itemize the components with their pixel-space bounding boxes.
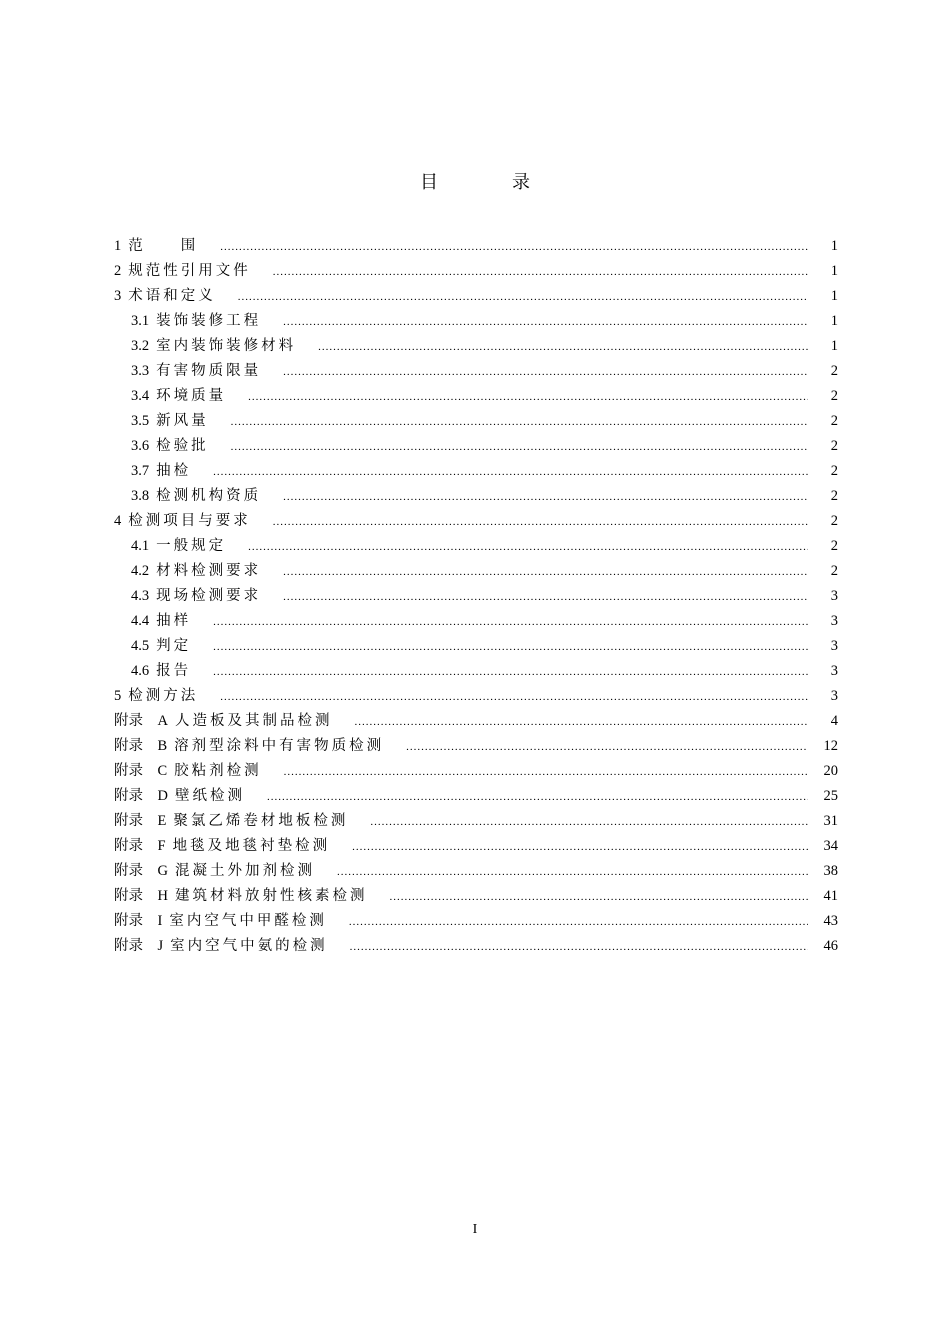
toc-entry-number: 附录 J [114,938,164,954]
toc-entry-page: 2 [830,388,838,404]
toc-entry-number: 附录 D [114,788,168,804]
toc-entry[interactable] [114,684,838,709]
toc-leader-dots [284,766,808,778]
toc-entry-title: 混凝土外加剂检测 [174,863,315,879]
toc-entry-number: 附录 E [114,813,167,829]
toc-entry-title: 壁纸检测 [174,788,245,804]
toc-leader-dots [213,466,808,478]
toc-leader-dots [354,716,808,728]
toc-entry-title: 术语和定义 [128,288,216,304]
toc-entry-page: 46 [823,938,838,954]
toc-leader-dots [273,266,808,278]
toc-entry-number: 3.8 [131,488,150,504]
toc-entry-number: 4.4 [131,613,150,629]
toc-entry-number: 4.1 [131,538,150,554]
toc-entry-page: 3 [830,638,838,654]
toc-leader-dots [318,341,808,353]
toc-entry-page: 4 [830,713,838,729]
toc-leader-dots [370,816,808,828]
toc-entry-page: 2 [830,413,838,429]
toc-entry[interactable] [114,584,838,609]
toc-leader-dots [349,916,808,928]
toc-entry[interactable] [114,559,838,584]
toc-leader-dots [283,366,808,378]
toc-entry[interactable] [114,234,838,259]
toc-leader-dots [352,841,808,853]
toc-entry-title: 聚氯乙烯卷材地板检测 [173,813,349,829]
toc-leader-dots [248,391,808,403]
toc-entry-number: 3.4 [131,388,150,404]
toc-entry-number: 4.3 [131,588,150,604]
toc-leader-dots [248,541,808,553]
toc-entry[interactable] [114,634,838,659]
toc-entry[interactable] [114,434,838,459]
toc-entry-title: 胶粘剂检测 [174,763,262,779]
toc-entry[interactable] [114,734,838,759]
toc-entry[interactable] [114,609,838,634]
toc-entry-title: 溶剂型涂料中有害物质检测 [174,738,385,754]
toc-entry-page: 25 [823,788,838,804]
toc-entry-page: 2 [830,463,838,479]
toc-entry-page: 2 [830,488,838,504]
toc-leader-dots [238,291,808,303]
toc-entry[interactable] [114,534,838,559]
toc-entry-page: 43 [823,913,838,929]
toc-entry-page: 3 [830,613,838,629]
toc-entry-title: 检验批 [156,438,209,454]
toc-entry-title: 检测方法 [128,688,199,704]
toc-entry-title: 室内空气中甲醛检测 [169,913,327,929]
toc-entry-number: 附录 B [114,738,168,754]
toc-leader-dots [213,666,808,678]
toc-entry-page: 3 [830,688,838,704]
toc-leader-dots [220,691,808,703]
toc-entry-title: 判定 [156,638,192,654]
toc-entry-page: 1 [830,313,838,329]
toc-entry[interactable] [114,809,838,834]
toc-entry-page: 1 [830,288,838,304]
toc-entry[interactable] [114,659,838,684]
toc-entry[interactable] [114,509,838,534]
toc-entry-title: 规范性引用文件 [128,263,251,279]
toc-leader-dots [231,416,808,428]
toc-entry-number: 4.6 [131,663,150,679]
toc-entry-title: 一般规定 [156,538,227,554]
toc-entry-title: 报告 [156,663,192,679]
page-number-footer: I [472,1222,478,1237]
toc-entry-number: 3.6 [131,438,150,454]
toc-entry-page: 1 [830,238,838,254]
toc-entry-page: 2 [830,363,838,379]
toc-entry[interactable] [114,309,838,334]
toc-entry-page: 1 [830,263,838,279]
toc-entry-number: 3.1 [131,313,150,329]
page-title: 目 录 [420,172,558,192]
toc-leader-dots [213,641,808,653]
toc-entry[interactable] [114,884,838,909]
toc-leader-dots [283,491,808,503]
toc-leader-dots [231,441,808,453]
toc-entry-title: 有害物质限量 [156,363,262,379]
toc-leader-dots [389,891,808,903]
toc-entry-number: 1 [114,238,122,254]
toc-entry-number: 3.3 [131,363,150,379]
toc-entry-title: 检测项目与要求 [128,513,251,529]
toc-entry[interactable] [114,284,838,309]
toc-entry[interactable] [114,334,838,359]
toc-entry-number: 附录 G [114,863,168,879]
toc-entry-number: 3 [114,288,122,304]
toc-entry-number: 3.2 [131,338,150,354]
toc-entry-number: 附录 C [114,763,168,779]
toc-entry-number: 附录 I [114,913,163,929]
toc-entry-title: 室内装饰装修材料 [156,338,297,354]
toc-entry[interactable] [114,359,838,384]
toc-entry-page: 34 [823,838,838,854]
toc-leader-dots [273,516,808,528]
toc-entry-number: 附录 F [114,838,166,854]
toc-leader-dots [337,866,808,878]
toc-entry-title: 人造板及其制品检测 [174,713,333,729]
toc-entry[interactable] [114,834,838,859]
toc-leader-dots [220,241,808,253]
toc-entry-page: 12 [823,738,838,754]
toc-entry[interactable] [114,709,838,734]
toc-entry[interactable] [114,759,838,784]
toc-entry-number: 5 [114,688,122,704]
toc-entry[interactable] [114,384,838,409]
toc-entry[interactable] [114,484,838,509]
toc-entry-page: 2 [830,513,838,529]
toc-entry[interactable] [114,934,838,959]
toc-entry-number: 3.5 [131,413,150,429]
toc-entry-title: 范 围 [128,238,199,254]
toc-entry-page: 31 [823,813,838,829]
toc-entry-title: 材料检测要求 [156,563,262,579]
toc-leader-dots [350,941,808,953]
toc-leader-dots [267,791,808,803]
toc-entry-page: 2 [830,538,838,554]
toc-leader-dots [283,316,808,328]
toc-entry[interactable] [114,859,838,884]
toc-entry-page: 38 [823,863,838,879]
toc-entry-number: 附录 H [114,888,168,904]
toc-entry-title: 抽样 [156,613,192,629]
toc-entry-number: 4.2 [131,563,150,579]
table-of-contents [114,234,838,959]
toc-entry-page: 1 [830,338,838,354]
toc-leader-dots [213,616,808,628]
toc-entry-page: 2 [830,563,838,579]
toc-entry-page: 2 [830,438,838,454]
toc-entry-title: 建筑材料放射性核素检测 [174,888,368,904]
toc-entry-title: 环境质量 [156,388,227,404]
toc-entry-page: 3 [830,663,838,679]
toc-entry-title: 抽检 [156,463,192,479]
toc-entry[interactable] [114,409,838,434]
toc-entry-page: 20 [823,763,838,779]
toc-entry[interactable] [114,459,838,484]
toc-leader-dots [283,566,808,578]
toc-entry[interactable] [114,259,838,284]
toc-entry-title: 新风量 [156,413,209,429]
toc-entry-number: 4.5 [131,638,150,654]
toc-entry-title: 现场检测要求 [156,588,262,604]
toc-entry-title: 装饰装修工程 [156,313,262,329]
toc-entry-title: 地毯及地毯衬垫检测 [172,838,331,854]
toc-entry-number: 2 [114,263,122,279]
toc-entry[interactable] [114,909,838,934]
toc-entry[interactable] [114,784,838,809]
toc-entry-page: 3 [830,588,838,604]
toc-entry-page: 41 [823,888,838,904]
toc-leader-dots [283,591,808,603]
toc-entry-number: 4 [114,513,122,529]
toc-leader-dots [406,741,808,753]
toc-entry-title: 室内空气中氨的检测 [170,938,328,954]
toc-entry-number: 3.7 [131,463,150,479]
toc-entry-number: 附录 A [114,713,168,729]
toc-entry-title: 检测机构资质 [156,488,262,504]
